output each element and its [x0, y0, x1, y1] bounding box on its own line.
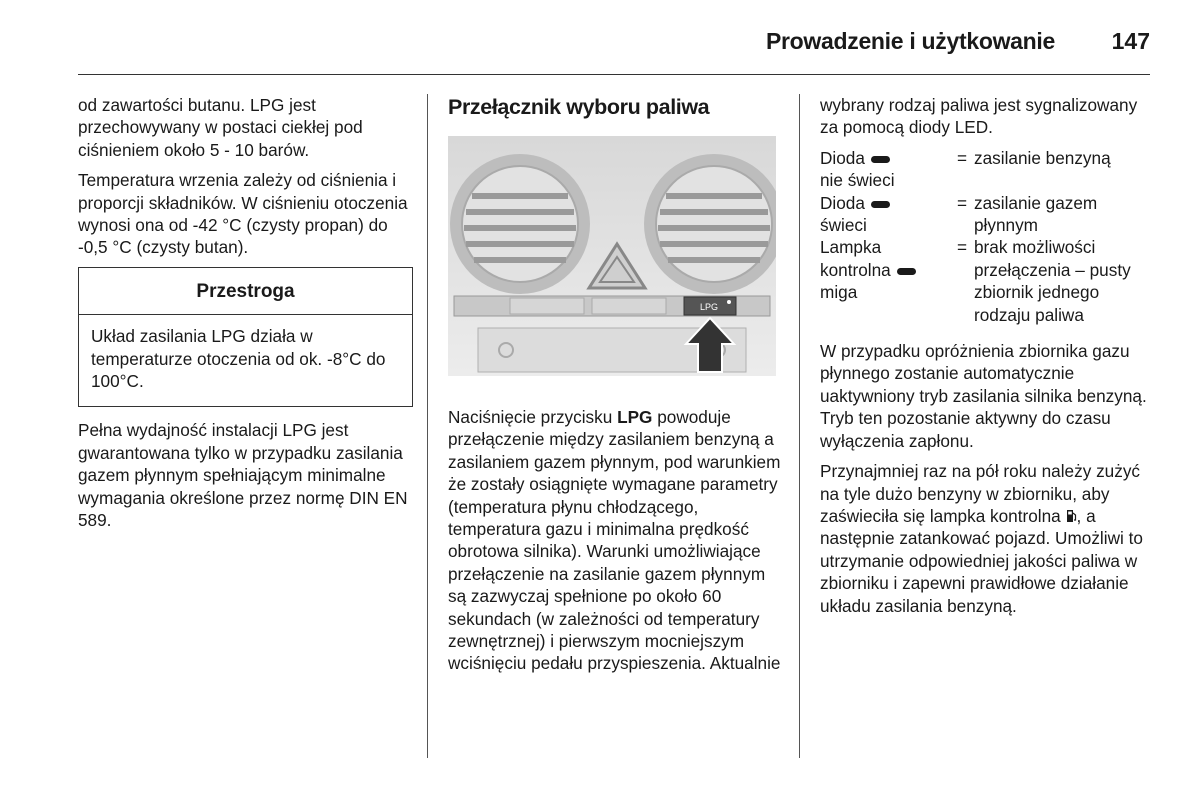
paragraph-lpg-button: Naciśnięcie przycisku LPG powoduje przełączenie między zasilaniem benzyną a zasilaniem gazem płynnym, pod warunkiem że zostały osiągnięte wymagane parametry (temperatura płynu chłodzącego, temperatura gazu i minimalna prędkość obrotowa silnika). Warunki umożliwiające przełączenie na zasilanie gazem płynnym są zazwyczaj spełnione po około 60 sekundach (w zależności od temperatury zewnętrznej) i pierwszym mocniejszym wciśnięciu pedału przyspieszenia. Aktualnie — [448, 407, 781, 674]
column-1 — [78, 94, 413, 540]
page-number: 147 — [1111, 28, 1150, 54]
fuel-pump-icon — [1066, 509, 1077, 524]
caution-body: Układ zasilania LPG działa w temperaturze otoczenia od ok. -8°C do 100°C. — [91, 326, 386, 392]
column-divider-2 — [799, 94, 800, 758]
page-header — [78, 18, 1150, 75]
air-vent-left-icon — [450, 154, 590, 294]
lpg-keyword: LPG — [617, 407, 653, 427]
caution-box — [78, 267, 413, 408]
caution-title: Przestroga — [79, 268, 412, 315]
column-divider-1 — [427, 94, 428, 758]
column-2 — [448, 94, 783, 683]
section-title: Prowadzenie i użytkowanie — [765, 28, 1055, 54]
led-row-off: Dioda nie świeci = zasilanie benzyną — [820, 147, 1111, 191]
paragraph-performance: Pełna wydajność instalacji LPG jest gwarantowana tylko w przypadku zasilania gazem płynnym spełniającym minimalne wymagania określone przez normę DIN EN 589. — [78, 420, 408, 531]
paragraph-boiling-temperature: Temperatura wrzenia zależy od ciśnienia i proporcji składników. W ciśnieniu otoczenia wynosi ona od -42 °C (czysty propan) do -0,5 °C (czysty butan). — [78, 170, 408, 258]
led-row-flashing: Lampka kontrolna miga = brak możliwości przełączenia – pusty zbiornik jednego rodzaju paliwa — [820, 237, 1131, 325]
column-3 — [820, 94, 1155, 625]
lpg-button-label: LPG — [700, 302, 719, 312]
paragraph-butane: od zawartości butanu. LPG jest przechowywany w postaci ciekłej pod ciśnieniem około 5 - 10 barów. — [78, 95, 363, 160]
paragraph-led-signal: wybrany rodzaj paliwa jest sygnalizowany za pomocą diody LED. — [820, 95, 1138, 138]
paragraph-empty-tank: W przypadku opróżnienia zbiornika gazu płynnego zostanie automatycznie uaktywniony tryb zasilania silnika benzyną. Tryb ten pozostanie aktywny do czasu wyłączenia zapłonu. — [820, 341, 1147, 451]
section-heading: Przełącznik wyboru paliwa — [448, 95, 710, 119]
led-indicator-icon — [871, 156, 890, 163]
led-row-on: Dioda świeci = zasilanie gazem płynnym — [820, 192, 1098, 236]
fuel-selector-illustration — [448, 136, 776, 376]
led-status-table — [820, 147, 1155, 326]
paragraph-refuel: Przynajmniej raz na pół roku należy zużyć na tyle dużo benzyny w zbiorniku, aby zaświeciła się lampka kontrolna , a następnie zatankować pojazd. Umożliwi to utrzymanie odpowiedniej jakości paliwa w zbiorniku i zapewni prawidłowe działanie układu zasilania benzyną. — [820, 461, 1143, 616]
led-indicator-icon — [897, 268, 916, 275]
led-indicator-icon — [871, 201, 890, 208]
